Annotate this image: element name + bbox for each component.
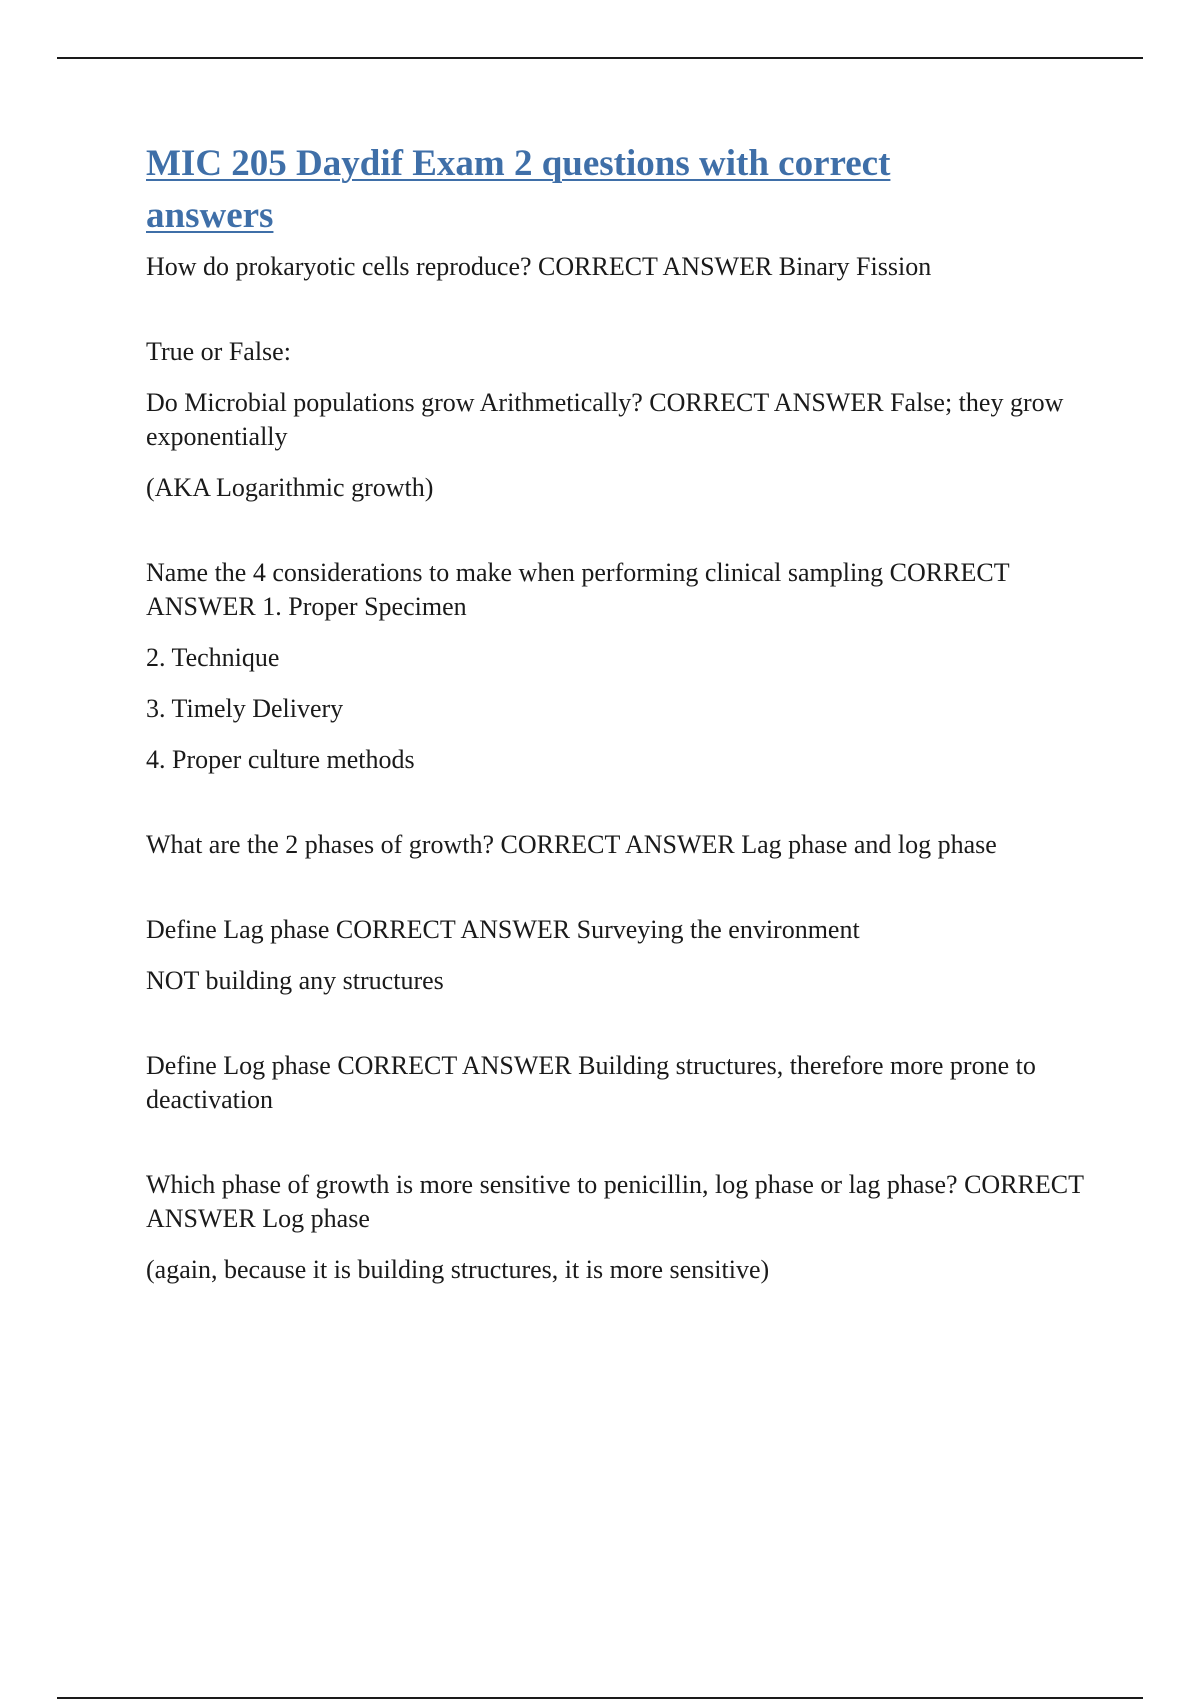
qa-paragraph: Define Log phase CORRECT ANSWER Building structures, therefore more prone to deactivation: [146, 1051, 1036, 1114]
document-body: [146, 138, 1096, 1338]
qa-paragraph: Do Microbial populations grow Arithmetically? CORRECT ANSWER False; they grow exponentially: [146, 388, 1064, 451]
qa-paragraph: Which phase of growth is more sensitive to penicillin, log phase or lag phase? CORRECT ANSWER Log phase: [146, 1170, 1084, 1233]
header-rule: [57, 57, 1143, 59]
qa-block-6: [146, 1049, 1096, 1117]
qa-block-2: [146, 335, 1096, 505]
qa-paragraph: (again, because it is building structures, it is more sensitive): [146, 1255, 770, 1284]
qa-block-5: [146, 913, 1096, 998]
qa-paragraph: Define Lag phase CORRECT ANSWER Surveying the environment: [146, 915, 860, 944]
qa-block-7: [146, 1168, 1096, 1287]
qa-paragraph: 2. Technique: [146, 643, 280, 672]
document-title: MIC 205 Daydif Exam 2 questions with correct answers: [146, 143, 891, 236]
qa-paragraph: Name the 4 considerations to make when performing clinical sampling CORRECT ANSWER 1. Proper Specimen: [146, 558, 1010, 621]
qa-paragraph: 3. Timely Delivery: [146, 694, 344, 723]
qa-paragraph: (AKA Logarithmic growth): [146, 473, 434, 502]
qa-paragraph: 4. Proper culture methods: [146, 745, 415, 774]
qa-block-4: [146, 828, 1096, 862]
qa-block-1: [146, 250, 1096, 284]
qa-paragraph: How do prokaryotic cells reproduce? CORRECT ANSWER Binary Fission: [146, 252, 932, 281]
qa-paragraph: What are the 2 phases of growth? CORRECT ANSWER Lag phase and log phase: [146, 830, 997, 859]
footer-rule: [57, 1697, 1143, 1699]
qa-block-3: [146, 556, 1096, 777]
qa-paragraph: NOT building any structures: [146, 966, 444, 995]
qa-paragraph: True or False:: [146, 337, 291, 366]
